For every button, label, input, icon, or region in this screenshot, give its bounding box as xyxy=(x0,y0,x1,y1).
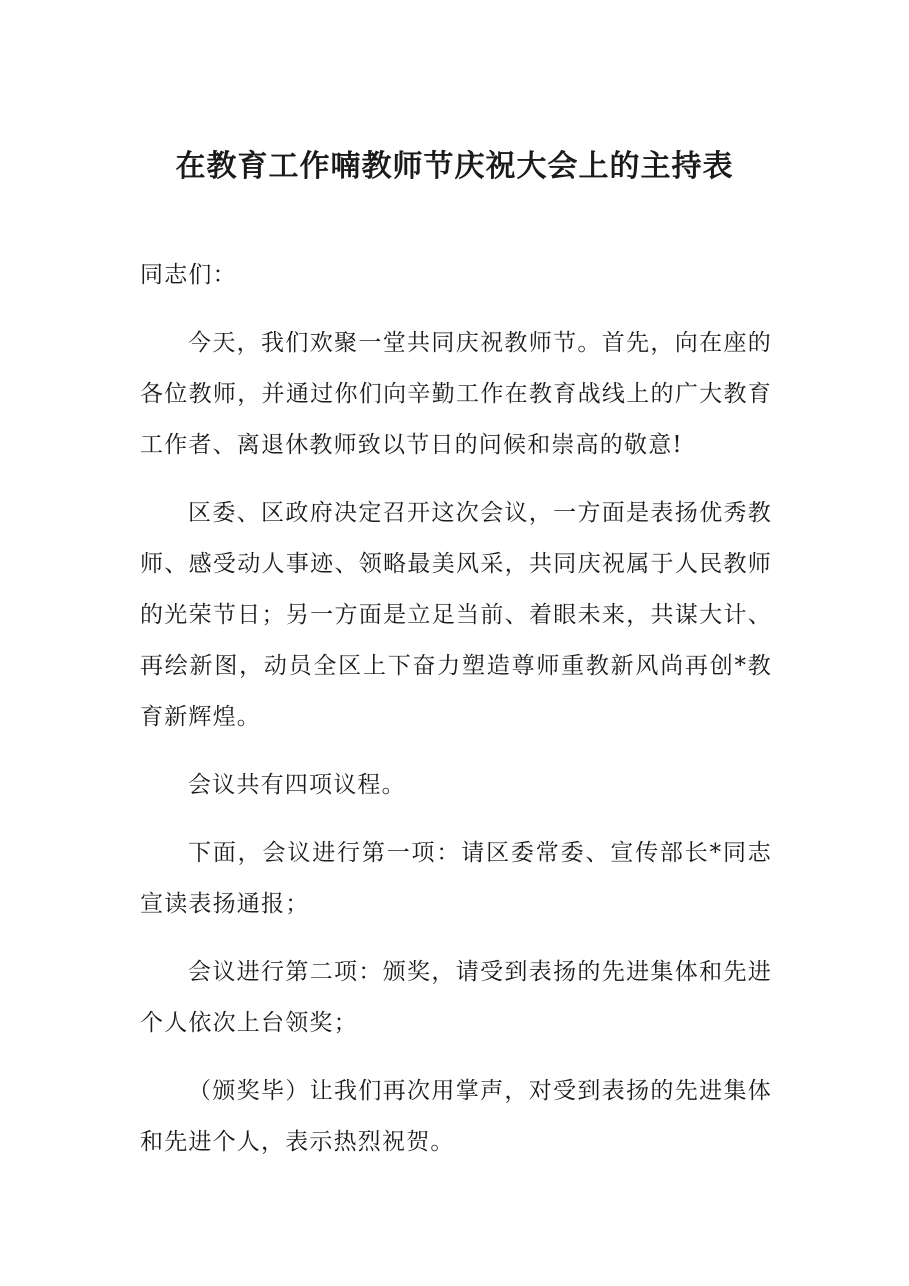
paragraph-congratulations: （颁奖毕）让我们再次用掌声，对受到表扬的先进集体和先进个人，表示热烈祝贺。 xyxy=(140,1078,772,1155)
paragraph-agenda-item-1: 下面，会议进行第一项：请区委常委、宣传部长*同志宣读表扬通报； xyxy=(140,840,772,917)
paragraph-greeting: 今天，我们欢聚一堂共同庆祝教师节。首先，向在座的各位教师，并通过你们向辛勤工作在教育战线上的广大教育工作者、离退休教师致以节日的问候和崇高的敬意! xyxy=(140,330,772,458)
document-title: 在教育工作喃教师节庆祝大会上的主持表 xyxy=(175,149,734,184)
salutation: 同志们： xyxy=(140,262,237,288)
paragraph-meeting-purpose: 区委、区政府决定召开这次会议，一方面是表扬优秀教师、感受动人事迹、领略最美风采，共同庆祝属于人民教师的光荣节日；另一方面是立足当前、着眼未来，共谋大计、再绘新图，动员全区上下奋力塑造尊师重教新风尚再创*教育新辉煌。 xyxy=(140,500,772,730)
document-body xyxy=(140,250,772,1185)
paragraph-agenda-item-2: 会议进行第二项：颁奖，请受到表扬的先进集体和先进个人依次上台领奖； xyxy=(140,959,772,1036)
paragraph-agenda-count: 会议共有四项议程。 xyxy=(188,772,406,798)
